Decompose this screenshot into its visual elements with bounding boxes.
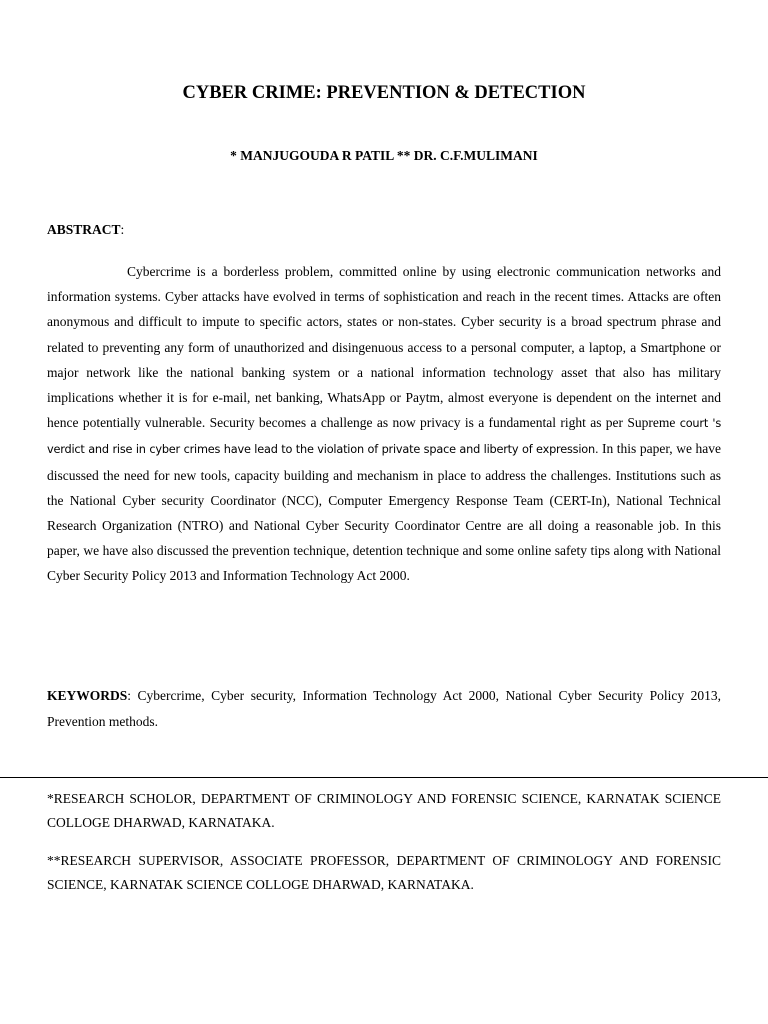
keywords-paragraph [47, 683, 721, 734]
footnote-divider [0, 777, 768, 778]
keywords-label: KEYWORDS [47, 688, 128, 703]
abstract-heading [47, 222, 124, 238]
abstract-heading-label: ABSTRACT [47, 222, 121, 237]
abstract-heading-colon: : [120, 222, 125, 237]
author-line: * MANJUGOUDA R PATIL ** DR. C.F.MULIMANI [230, 148, 538, 163]
abstract-text-part2: In this paper, we have discussed the need for new tools, capacity building and mechanism in place to address the challenges. Institutions such as the National Cyber security Coordinator (NCC), Computer Emergency Response Team (CERT-In), National Technical Research Organization (NTRO) and National Cyber Security Coordinator Centre are all doing a reasonable job. In this paper, we have also discussed the prevention technique, detention technique and some online safety tips along with National Cyber Security Policy 2013 and Information Technology Act 2000. [47, 441, 721, 584]
affiliation-scholar: *RESEARCH SCHOLOR, DEPARTMENT OF CRIMINOLOGY AND FORENSIC SCIENCE, KARNATAK SCIENCE COLLOGE DHARWAD, KARNATAKA. [47, 791, 721, 830]
abstract-body [47, 259, 721, 589]
paper-title: CYBER CRIME: PREVENTION & DETECTION [182, 83, 586, 103]
abstract-text-sans: court 's verdict and rise in cyber crimes have lead to the violation of private space and liberty of expression. [47, 417, 722, 457]
abstract-text-part1: Cybercrime is a borderless problem, committed online by using electronic communication networks and information systems. Cyber attacks have evolved in terms of sophistication and reach in the recent times. Attacks are often anonymous and difficult to impute to specific actors, states or non-states. Cyber security is a broad spectrum phrase and related to preventing any form of unauthorized and disingenuous access to a personal computer, a laptop, a Smartphone or major network like the national banking system or a national information technology asset that also has military implications whether it is for e-mail, net banking, WhatsApp or Paytm, almost everyone is dependent on the internet and hence potentially vulnerable. Security becomes a challenge as now privacy is a fundamental right as per Supreme [47, 264, 721, 431]
keywords-text: : Cybercrime, Cyber security, Information Technology Act 2000, National Cyber Security Policy 2013, Prevention methods. [47, 688, 721, 729]
affiliation-supervisor: **RESEARCH SUPERVISOR, ASSOCIATE PROFESSOR, DEPARTMENT OF CRIMINOLOGY AND FORENSIC SCIENCE, KARNATAK SCIENCE COLLOGE DHARWAD, KARNATAKA. [47, 853, 721, 892]
